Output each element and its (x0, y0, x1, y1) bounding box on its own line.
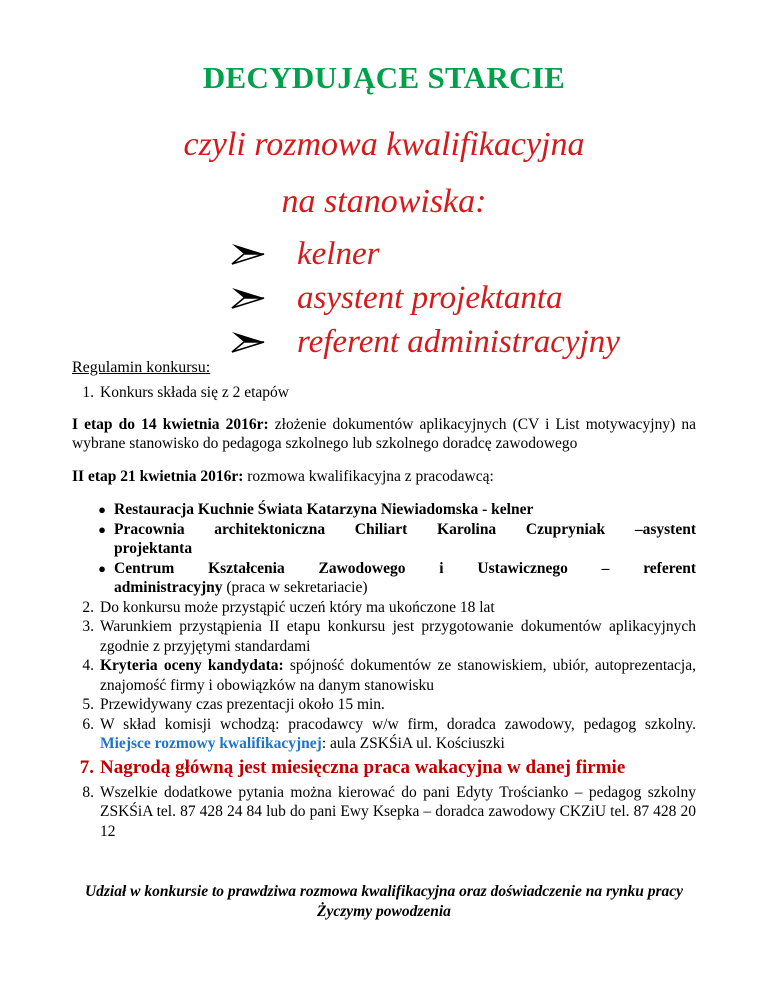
positions-list (230, 232, 620, 364)
rule-item-2: 2. Do konkursu może przystąpić uczeń który ma ukończone 18 lat (82, 598, 495, 616)
position-item (230, 232, 620, 276)
rule-item-7-prize: 7. Nagrodą główną jest miesięczna praca wakacyjna w danej firmie (79, 756, 626, 778)
stage-2 (72, 467, 696, 487)
stage-2-text: rozmowa kwalifikacyjna z pracodawcą: (243, 467, 494, 485)
arrow-bullet-icon (230, 330, 266, 354)
employer-item: ● Pracownia architektoniczna Chiliart Karolina Czupryniak –asystent projektanta (72, 520, 696, 559)
position-item (230, 320, 620, 364)
subtitle-line-2: na stanowiska: (281, 183, 487, 220)
rule-item-1: 1. Konkurs składa się z 2 etapów (82, 384, 289, 401)
footer-note: Udział w konkursie to prawdziwa rozmowa kwalifikacyjna oraz doświadczenie na rynku pracy Życzymy powodzenia (84, 883, 684, 920)
rule-item-5: 5. Przewidywany czas prezentacji około 15 min. (82, 696, 385, 713)
rules-heading: Regulamin konkursu: (72, 359, 211, 376)
stage-1-text: złożenie dokumentów aplikacyjnych (CV i List motywacyjny) na wybrane stanowisko do pedagoga szkolnego lub szkolnego doradcę zawodowego (72, 415, 696, 452)
employer-item: ● Restauracja Kuchnie Świata Katarzyna Niewiadomska - kelner (72, 500, 696, 520)
bullet-icon: ● (98, 521, 106, 537)
rule-item-4: 4. Kryteria oceny kandydata: spójność dokumentów ze stanowiskiem, ubiór, autoprezentacja, znajomość firmy i obowiązków na danym stanowisku (82, 657, 696, 694)
position-item (230, 276, 620, 320)
rule-item-8: 8. Wszelkie dodatkowe pytania można kierować do pani Edyty Trościanko – pedagog szkolny ZSKŚiA tel. 87 428 24 84 lub do pani Ewy Ksepka – doradca zawodowy CKZiU tel. 87 428 20 12 (82, 783, 696, 840)
page-title: DECYDUJĄCE STARCIE (202, 60, 566, 95)
stage-1-label: I etap do 14 kwietnia 2016r: (72, 415, 269, 433)
stage-2-label: II etap 21 kwietnia 2016r: (72, 467, 244, 485)
position-label-kelner: kelner (297, 235, 380, 272)
rule-item-3: 3. Warunkiem przystąpienia II etapu konkursu jest przygotowanie dokumentów aplikacyjnych zgodnie z przyjętymi standardami (82, 618, 696, 655)
interview-location-label: Miejsce rozmowy kwalifikacyjnej (100, 735, 322, 752)
arrow-bullet-icon (230, 242, 266, 266)
position-label-asystent: asystent projektanta (297, 279, 563, 316)
rules-body (72, 383, 696, 841)
bullet-icon: ● (98, 560, 106, 576)
rule-item-6: 6. W skład komisji wchodzą: pracodawcy w/w firm, doradca zawodowy, pedagog szkolny. Miejsce rozmowy kwalifikacyjnej: aula ZSKŚiA ul. Kościuszki (82, 715, 696, 752)
arrow-bullet-icon (230, 286, 266, 310)
employers-list (72, 500, 696, 598)
subtitle-line-1: czyli rozmowa kwalifikacyjna (183, 126, 585, 163)
stage-1 (72, 415, 696, 454)
employer-item: ● Centrum Kształcenia Zawodowego i Ustawicznego – referent administracyjny (praca w sekretariacie) (72, 559, 696, 598)
position-label-referent: referent administracyjny (297, 323, 620, 360)
bullet-icon: ● (98, 502, 106, 517)
